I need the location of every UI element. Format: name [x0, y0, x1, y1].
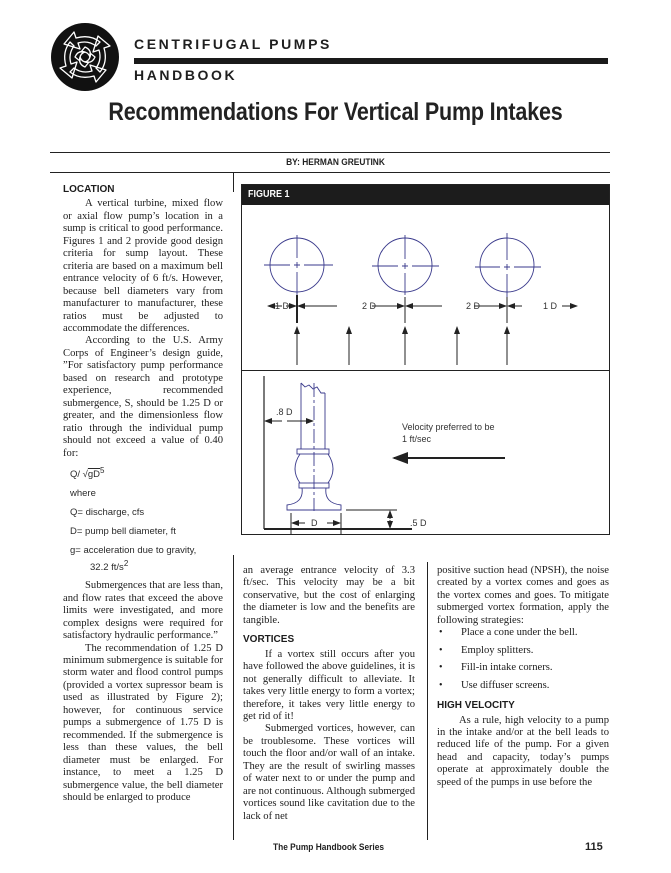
spacing-label: 1 D — [275, 301, 290, 311]
pump-spacing-plan-diagram — [242, 205, 609, 370]
paragraph: Submerged vortices, however, can be troublesome. These vortices will touch the floor and/or wall of an intake. They are the result of swirling masses of water next to or under the pump and are not continuous. Although submerged vortices sound like cavitation due to the lack of net — [243, 723, 415, 822]
section-heading-vortices: VORTICES — [243, 634, 295, 646]
pump-bell-elevation-diagram — [242, 371, 609, 534]
spacing-label: 2 D — [466, 301, 481, 311]
paragraph: As a rule, high velocity to a pump in the intake and/or at the bell leads to reduced life of the pump. For a given head and capacity, today’s pumps operate at approximately double the speed of the pumps in use before the — [437, 714, 609, 788]
paragraph: Submergences that are less than, and flow rates that exceed the above limits were investigated, and more complex designs were required for satisfactory hydraulic performance.” — [63, 580, 223, 642]
byline-bottom-rule — [50, 172, 610, 173]
figure-1 — [241, 184, 610, 535]
spacing-label: 2 D — [362, 301, 377, 311]
paragraph: an average entrance velocity of 3.3 ft/sec. This velocity may be a bit conservative, but the cost of enlarging the diameter is low and the benefits are tangible. — [243, 565, 415, 626]
middle-column — [243, 565, 415, 823]
list-item: • Place a cone under the bell. — [437, 627, 609, 639]
column-divider — [233, 555, 234, 840]
formula-def-d: D= pump bell diameter, ft — [70, 526, 176, 538]
paragraph: A vertical turbine, mixed flow or axial flow pump’s location in a sump is critical to good performance. Figures 1 and 2 provide good design criteria for sump layout. These criteria are based on a maximum bell entrance velocity of 6 ft/s. However, because bell diameters vary from manufacturer to manufacturer, these ratios must be adjusted to accommodate the differences. — [63, 198, 223, 334]
paragraph: According to the U.S. Army Corps of Engineer’s design guide, ”For satisfactory pump performance based on research and prototype experience, recommended submergence, S, should be 1.25 D or greater, and the dimensionless flow ratio through the individual pump should not exceed a value of 0.40 for: — [63, 335, 223, 459]
brand-rule — [134, 58, 608, 64]
brand-title-line1: CENTRIFUGAL PUMPS — [134, 36, 332, 52]
brand-title-line2: HANDBOOK — [134, 67, 238, 83]
footer-series-title: The Pump Handbook Series — [273, 842, 385, 853]
figure-header-bar — [242, 185, 609, 205]
velocity-note: Velocity preferred to be — [402, 422, 495, 432]
paragraph: positive suction head (NPSH), the noise created by a vortex comes and goes as the vortex comes and goes. To mitigate submerged vortex formation, apply the following strategies: — [437, 565, 609, 626]
formula-def-q: Q= discharge, cfs — [70, 507, 145, 519]
spacing-label: 1 D — [543, 301, 558, 311]
byline-top-rule — [50, 152, 610, 153]
page-title: Recommendations For Vertical Pump Intakes — [108, 98, 563, 126]
wall-clearance-label: .8 D — [276, 407, 293, 417]
page-number: 115 — [585, 841, 603, 853]
left-column — [63, 184, 223, 804]
list-item: • Fill-in intake corners. — [437, 662, 609, 674]
flow-ratio-formula — [70, 464, 223, 574]
paragraph: If a vortex still occurs after you have followed the above guidelines, it is not generally difficult to alleviate. It takes very little energy to form a vortex; therefore, it takes very little energy to get rid of it! — [243, 648, 415, 722]
author-byline: BY: HERMAN GREUTINK — [286, 157, 385, 168]
floor-clearance-label: .5 D — [410, 518, 427, 528]
bell-diameter-label: D — [311, 518, 318, 528]
formula-def-g-value: 32.2 $ft/s^2$ — [90, 559, 129, 574]
figure-label: FIGURE 1 — [248, 189, 290, 200]
pump-logo-icon — [50, 22, 120, 92]
formula-where: where — [70, 488, 96, 500]
sqrt-symbol: √ — [82, 469, 88, 481]
paragraph: The recommendation of 1.25 D minimum submergence is suitable for storm water and flood control pumps (provided a vortex supressor beam is used as illustrated by Figure 2); however, for continuous service pumps a submergence of 1.75 D is recommended. If the submergence is less than these values, the bell diameter must be enlarged. For instance, to meet a 1.25 D submergence value, the bell diameter should be enlarged to produce — [63, 642, 223, 803]
formula-expression: Q/ $√gD^5$ — [70, 465, 105, 481]
section-heading-location: LOCATION — [63, 184, 115, 195]
velocity-note: 1 ft/sec — [402, 434, 432, 444]
section-heading-high-velocity: HIGH VELOCITY — [437, 700, 515, 712]
column-divider — [427, 562, 428, 840]
right-column — [437, 565, 609, 789]
column-divider — [233, 172, 234, 192]
list-item: • Employ splitters. — [437, 645, 609, 657]
list-item: • Use diffuser screens. — [437, 680, 609, 692]
formula-def-g: g= acceleration due to gravity, — [70, 545, 197, 557]
mitigation-strategy-list — [437, 627, 609, 692]
